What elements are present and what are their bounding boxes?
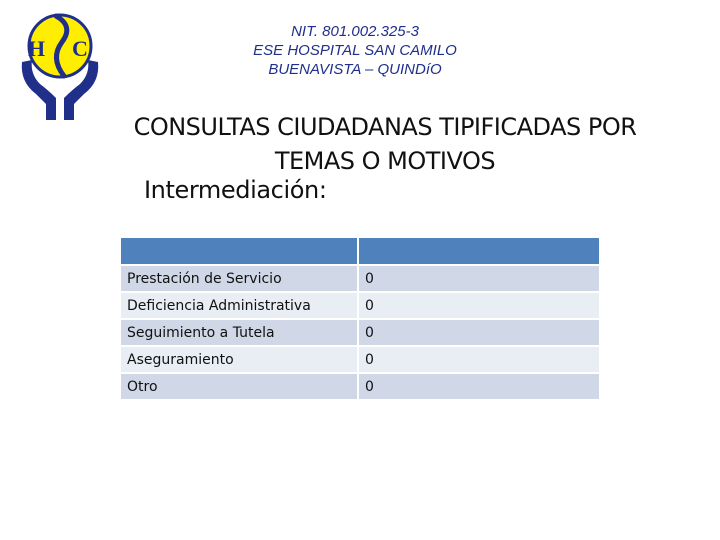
row-value: 0: [359, 266, 599, 291]
table-row: [121, 374, 599, 399]
row-label: Seguimiento a Tutela: [121, 320, 357, 345]
table-row: [121, 293, 599, 318]
table-header-cell: [121, 238, 357, 264]
page-title-line-1: CONSULTAS CIUDADANAS TIPIFICADAS POR: [133, 113, 637, 141]
row-value: 0: [359, 347, 599, 372]
organization-location: BUENAVISTA – QUINDíO: [268, 61, 442, 78]
organization-header: [190, 22, 520, 79]
page-title: [60, 110, 710, 178]
row-value: 0: [359, 320, 599, 345]
organization-name: ESE HOSPITAL SAN CAMILO: [253, 42, 457, 59]
table-header-cell: [359, 238, 599, 264]
nit-text: NIT. 801.002.325-3: [291, 23, 419, 40]
table-row: [121, 266, 599, 291]
consultas-table: [119, 236, 601, 401]
table-row: [121, 320, 599, 345]
table-row: [121, 347, 599, 372]
row-label: Deficiencia Administrativa: [121, 293, 357, 318]
logo-letter-c: C: [72, 36, 88, 61]
row-label: Prestación de Servicio: [121, 266, 357, 291]
logo-letter-h: H: [28, 36, 46, 61]
page-title-line-2: TEMAS O MOTIVOS: [274, 147, 496, 175]
row-label: Otro: [121, 374, 357, 399]
row-label: Aseguramiento: [121, 347, 357, 372]
hospital-logo: [18, 12, 102, 120]
table-header-row: [121, 238, 599, 264]
row-value: 0: [359, 293, 599, 318]
section-subtitle: Intermediación:: [144, 176, 327, 204]
row-value: 0: [359, 374, 599, 399]
